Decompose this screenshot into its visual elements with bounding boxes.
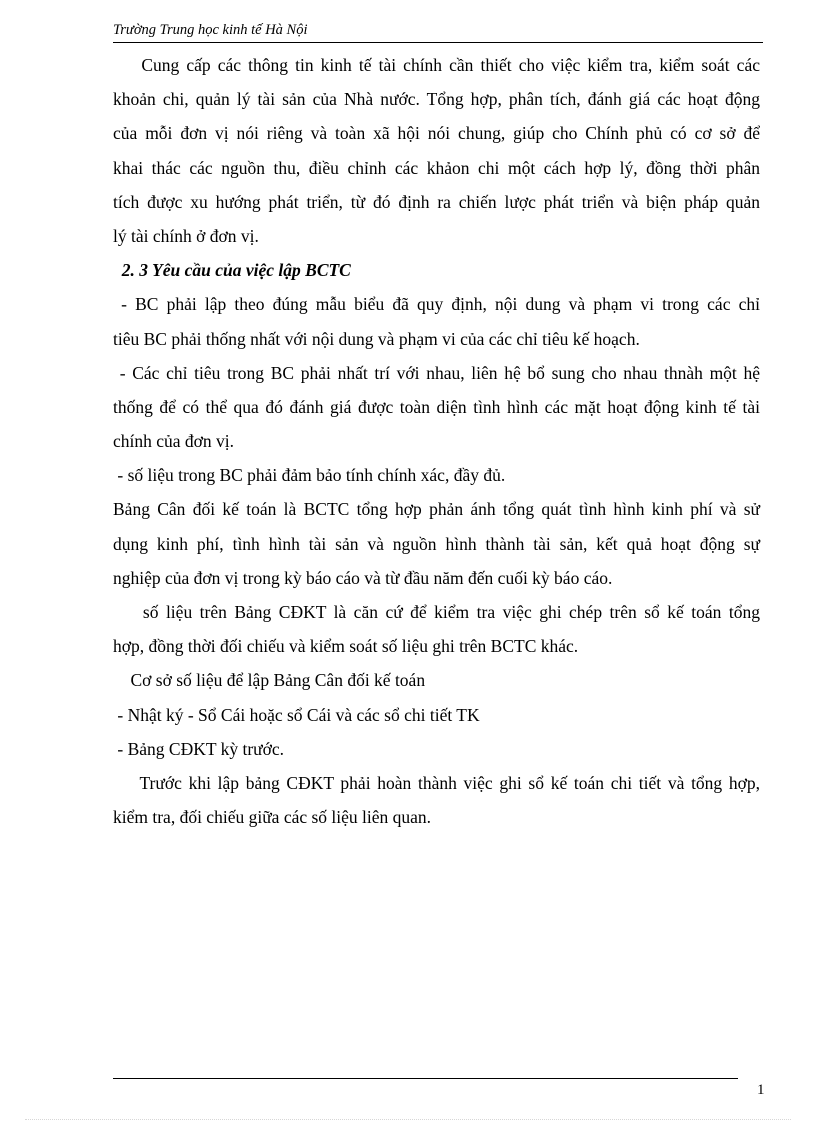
paragraph-line: khai thác các nguồn thu, điều chỉnh các khảon chi một cách hợp lý, đồng thời phân <box>113 157 760 178</box>
paragraph-line: nghiệp của đơn vị trong kỳ báo cáo và từ đầu năm đến cuối kỳ báo cáo. <box>113 567 613 588</box>
page-header <box>113 20 763 43</box>
paragraph-line: chính của đơn vị. <box>113 431 235 452</box>
paragraph-line: - BC phải lập theo đúng mẫu biểu đã quy định, nội dung và phạm vi trong các chỉ <box>113 294 760 315</box>
paragraph-line: Bảng Cân đối kế toán là BCTC tổng hợp phản ánh tổng quát tình hình kinh phí và sử <box>113 499 760 520</box>
paragraph-line: tích được xu hướng phát triển, từ đó định ra chiến lược phát triển và biện pháp quản <box>113 191 760 212</box>
document-body <box>113 48 760 834</box>
paragraph-line: - Bảng CĐKT kỳ trước. <box>113 738 285 759</box>
paragraph-line: khoản chi, quản lý tài sản của Nhà nước. Tổng hợp, phân tích, đánh giá các hoạt động <box>113 89 760 110</box>
paragraph-line: dụng kinh phí, tình hình tài sản và nguồn hình thành tài sản, kết quả hoạt động sự <box>113 533 760 554</box>
paragraph-line: kiểm tra, đối chiếu giữa các số liệu liên quan. <box>113 807 432 828</box>
page-boundary-dotted-line <box>25 1119 791 1120</box>
header-school-name: Trường Trung học kinh tế Hà Nội <box>113 22 308 38</box>
paragraph-line: hợp, đồng thời đối chiếu và kiểm soát số liệu ghi trên BCTC khác. <box>113 636 579 657</box>
paragraph-line: của mỗi đơn vị nói riêng và toàn xã hội nói chung, giúp cho Chính phủ có cơ sở để <box>113 123 760 144</box>
section-heading: 2. 3 Yêu cầu của việc lập BCTC <box>113 260 351 281</box>
paragraph-line: thống để có thể qua đó đánh giá được toàn diện tình hình các mặt hoạt động kinh tế tài <box>113 396 760 417</box>
paragraph-line: Trước khi lập bảng CĐKT phải hoàn thành việc ghi sổ kế toán chi tiết và tổng hợp, <box>113 772 760 793</box>
paragraph-line: Cơ sở số liệu để lập Bảng Cân đối kế toán <box>113 670 426 691</box>
paragraph-line: - Các chỉ tiêu trong BC phải nhất trí với nhau, liên hệ bổ sung cho nhau thnàh một hệ <box>113 362 760 383</box>
page-number: 1 <box>757 1082 765 1098</box>
paragraph-line: lý tài chính ở đơn vị. <box>113 225 259 246</box>
paragraph-line: tiêu BC phải thống nhất với nội dung và phạm vi của các chỉ tiêu kế hoạch. <box>113 328 640 349</box>
footer-rule <box>113 1078 738 1079</box>
paragraph-line: - số liệu trong BC phải đảm bảo tính chính xác, đầy đủ. <box>113 465 506 486</box>
paragraph-line: số liệu trên Bảng CĐKT là căn cứ để kiểm tra việc ghi chép trên sổ kế toán tổng <box>113 602 760 622</box>
paragraph-line: - Nhật ký - Sổ Cái hoặc sổ Cái và các sổ chi tiết TK <box>113 704 480 725</box>
paragraph-line: Cung cấp các thông tin kinh tế tài chính cần thiết cho việc kiểm tra, kiểm soát các <box>113 55 760 75</box>
